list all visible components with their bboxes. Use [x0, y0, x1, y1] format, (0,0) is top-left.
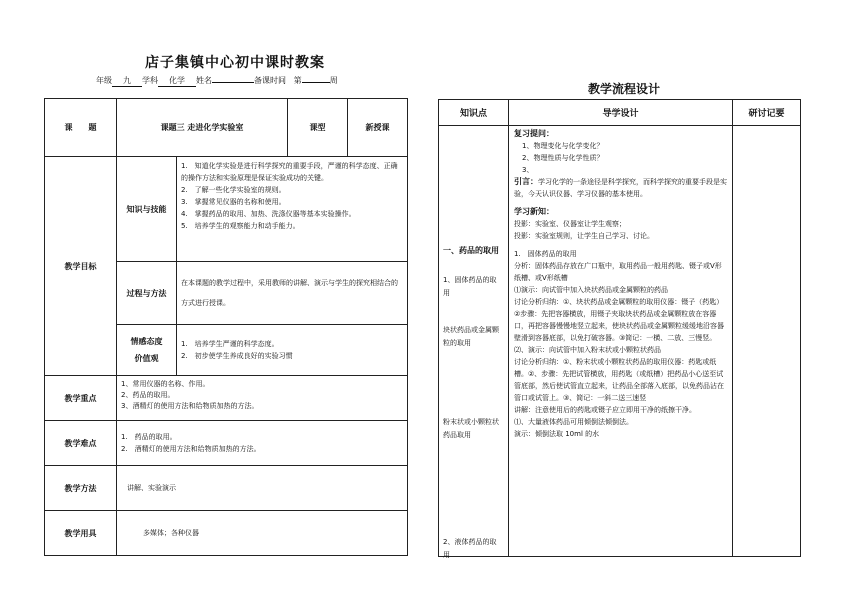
topic-value: 课题三 走进化学实验室 — [117, 99, 288, 157]
week-prefix: 第 — [293, 76, 302, 85]
tools-text: 多媒体；各种仪器 — [117, 511, 408, 556]
notes-cell — [733, 126, 801, 557]
guide-line: ⑴、大量液体药品可用倾倒法倾倒法。 — [514, 418, 633, 426]
method-row — [45, 466, 408, 511]
key-item: 3、酒精灯的使用方法和给物质加热的方法。 — [121, 402, 259, 410]
emotion-label-line: 情感态度 — [130, 337, 163, 346]
topic-row — [45, 99, 408, 157]
week-value — [302, 82, 330, 83]
guide-line: 演示：倾倒法取 10ml 的水 — [514, 430, 600, 438]
subject-value: 化学 — [158, 75, 196, 87]
emotion-label — [117, 325, 177, 376]
name-label: 姓名 — [196, 76, 212, 85]
week-suffix: 周 — [329, 76, 338, 85]
col-header-notes: 研讨记要 — [733, 100, 801, 126]
knowledge-list — [177, 157, 408, 262]
guide-line: 分析：固体药品存放在广口瓶中，取用药品一般用药匙、镊子或V形纸槽、或V形纸槽 — [514, 262, 722, 282]
kp-item: 2、液体药品的取用 — [443, 538, 497, 559]
knowledge-item: 1. 知道化学实验是进行科学探究的重要手段，严谨的科学态度、正确的操作方法和实验原理是保证实验成功的关键。 — [181, 162, 398, 182]
new-knowledge-item: 投影：实验室规则，让学生自己学习、讨论。 — [514, 232, 654, 240]
knowledge-label: 知识与技能 — [117, 157, 177, 262]
intro-label: 引言： — [514, 177, 538, 186]
flow-design-title: 教学流程设计 — [588, 82, 661, 96]
key-item: 2、药品的取用。 — [121, 391, 175, 399]
kp-item: 块状药品或金属颗粒的取用 — [443, 326, 499, 347]
kp-item: 1、固体药品的取用 — [443, 276, 497, 297]
knowledge-points-cell — [439, 126, 509, 557]
review-item: 1、物理变化与化学变化？ — [522, 142, 604, 150]
key-label: 教学重点 — [45, 376, 117, 421]
grade-value: 九 — [112, 75, 142, 87]
col-header-guide: 导学设计 — [509, 100, 733, 126]
emotion-label-line: 价值观 — [134, 354, 159, 363]
type-value: 新授课 — [348, 99, 408, 157]
subject-label: 学科 — [142, 76, 158, 85]
knowledge-item: 2. 了解一些化学实验室的规则。 — [181, 186, 286, 194]
new-knowledge-title: 学习新知： — [514, 207, 554, 216]
new-knowledge-item: 投影：实验室、仪器室让学生观察； — [514, 220, 626, 228]
flow-design-table — [438, 99, 801, 557]
tools-row — [45, 511, 408, 556]
guide-line: ⑴演示：向试管中加入块状药品或金属颗粒的药品 — [514, 286, 668, 294]
difficult-row — [45, 421, 408, 466]
review-title: 复习提问： — [514, 129, 554, 138]
guide-cell — [509, 126, 733, 557]
method-text: 讲解、实验演示 — [117, 466, 408, 511]
knowledge-item: 3. 掌握常见仪器的名称和使用。 — [181, 198, 286, 206]
intro-text: 学习化学的一条途径是科学探究，而科学探究的重要手段是实验，今天认识仪器、学习仪器的基本使用。 — [514, 178, 727, 198]
difficult-item: 2. 酒精灯的使用方法和给物质加热的方法。 — [121, 445, 261, 453]
difficult-label: 教学难点 — [45, 421, 117, 466]
knowledge-row — [45, 157, 408, 262]
type-label: 课型 — [288, 99, 348, 157]
flow-body-row — [439, 126, 801, 557]
lesson-info-line — [96, 75, 338, 87]
difficult-item: 1. 药品的取用。 — [121, 433, 177, 441]
guide-line: 讨论分析归纳：①、块状药品或金属颗粒的取用仪器：镊子（药匙）②步骤：先把容器横放，用镊子夹取块状药品或金属颗粒放在容器口，再把容器慢慢地竖立起来，使块状药品或金属颗粒缓缓地沿容器壁滑到容器底部，以免打破容器。③简记：一横、二放、三慢竖。 — [514, 298, 724, 342]
guide-line: ⑵、演示：向试管中加入粉末状或小颗粒状药品 — [514, 346, 661, 354]
grade-label: 年级 — [96, 76, 112, 85]
col-header-knowledge: 知识点 — [439, 100, 509, 126]
kp-item: 一、药品的取用 — [443, 246, 499, 255]
time-label: 备课时间 — [254, 76, 286, 85]
name-value — [212, 82, 254, 83]
key-item: 1、常用仪器的名称、作用。 — [121, 380, 210, 388]
emotion-item: 2. 初步使学生养成良好的实验习惯 — [181, 352, 293, 360]
emotion-item: 1. 培养学生严谨的科学态度。 — [181, 340, 279, 348]
flow-header-row — [439, 100, 801, 126]
knowledge-item: 5. 培养学生的观察能力和动手能力。 — [181, 222, 300, 230]
review-item: 3、 — [522, 166, 534, 174]
lesson-info-table — [44, 98, 408, 556]
method-label: 教学方法 — [45, 466, 117, 511]
tools-label: 教学用具 — [45, 511, 117, 556]
kp-item: 粉末状或小颗粒状药品取用 — [443, 418, 499, 439]
review-item: 2、物理性质与化学性质？ — [522, 154, 604, 162]
difficult-list — [117, 421, 408, 466]
guide-line: 1. 固体药品的取用 — [514, 250, 577, 258]
emotion-list — [177, 325, 408, 376]
knowledge-item: 4. 掌握药品的取用、加热、洗涤仪器等基本实验操作。 — [181, 210, 356, 218]
lesson-plan-title: 店子集镇中心初中课时教案 — [145, 55, 325, 71]
guide-line: 讲解：注意使用后的药匙或镊子应立即用干净的纸擦干净。 — [514, 406, 696, 414]
guide-line: 讨论分析归纳：①、粉末状或小颗粒状药品的取用仪器：药匙或纸槽。②、步骤：先把试管横放，用药匙（或纸槽）把药品小心送至试管底部，然后使试管直立起来，让药品全部落入底部，以免药品沾在管口或试管上。③、简记：一斜二送三速竖 — [514, 358, 724, 402]
goals-label: 教学目标 — [45, 157, 117, 376]
key-list — [117, 376, 408, 421]
key-row — [45, 376, 408, 421]
process-text: 在本课题的教学过程中，采用教师的讲解、演示与学生的探究相结合的方式进行授课。 — [177, 262, 408, 325]
topic-label: 课 题 — [45, 99, 117, 157]
process-label: 过程与方法 — [117, 262, 177, 325]
